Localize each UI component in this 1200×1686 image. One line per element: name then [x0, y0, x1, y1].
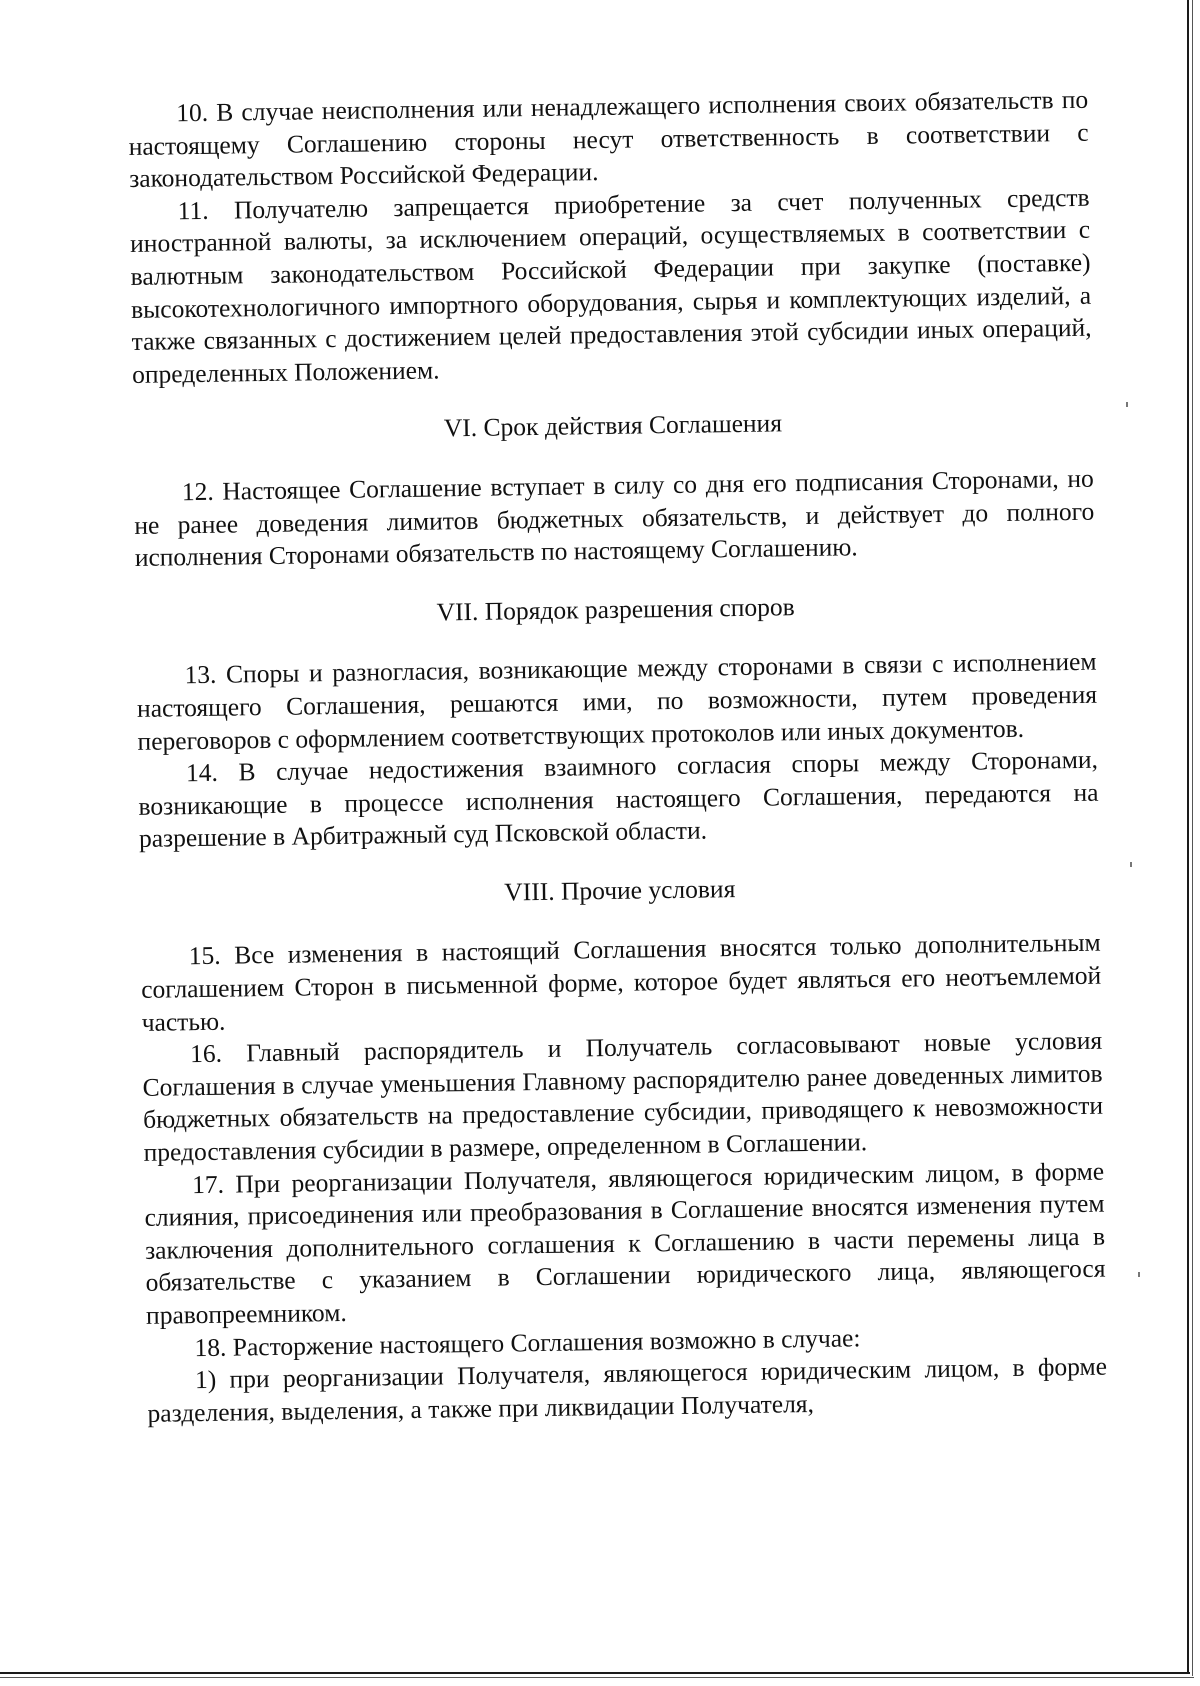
- paragraph-18: 18. Расторжение настоящего Соглашения возможно в случае:: [194, 1322, 861, 1362]
- scan-speck: [1138, 1272, 1140, 1277]
- scan-speck: [1130, 862, 1132, 867]
- paragraph-10: 10. В случае неисполнения или ненадлежащего исполнения своих обязательств по настоящему Соглашению стороны несут ответственность в соответствии с законодательством Российской Федерации.: [128, 84, 1089, 194]
- paragraph-11: 11. Получателю запрещается приобретение за счет полученных средств иностранной валюты, за исключением операций, осуществляемых в соответствии с валютным законодательством Российской Федерации при закупке (поставке) высокотехнологичного импортного оборудования, сырья и комплектующих изделий, а также связанных с достижением целей предоставления этой субсидии иных операций, определенных Положением.: [129, 182, 1092, 389]
- section-heading-vii: VII. Порядок разрешения споров: [436, 591, 795, 627]
- document-body: [128, 84, 1108, 1430]
- page-edge-right-shadow: [1192, 0, 1193, 1676]
- page-edge-bottom-shadow: [0, 1677, 1194, 1678]
- page-edge-bottom: [0, 1672, 1190, 1674]
- paragraph-15: 15. Все изменения в настоящий Соглашения вносятся только дополнительным соглашением Сторон в письменной форме, которое будет являться его неотъемлемой частью.: [141, 928, 1102, 1037]
- section-heading-vi: VI. Срок действия Соглашения: [443, 408, 783, 443]
- page-edge-right: [1187, 0, 1189, 1674]
- scan-speck: [1126, 402, 1128, 407]
- paragraph-17: 17. При реорганизации Получателя, являющегося юридическим лицом, в форме слияния, присоединения или преобразования в Соглашение вносятся изменения путем заключения дополнительного соглашения к Соглашению в части перемены лица в обязательстве с указанием в Соглашении юридического лица, являющегося правопреемником.: [144, 1156, 1106, 1330]
- paragraph-13: 13. Споры и разногласия, возникающие между сторонами в связи с исполнением настоящего Соглашения, решаются ими, по возможности, путем проведения переговоров с оформлением соответствующих протоколов или иных документов.: [136, 647, 1098, 756]
- section-heading-viii: VIII. Прочие условия: [504, 873, 736, 907]
- paragraph-18-item-1: 1) при реорганизации Получателя, являющегося юридическим лицом, в форме разделения, выделения, а также при ликвидации Получателя,: [147, 1351, 1108, 1428]
- paragraph-12: 12. Настоящее Соглашение вступает в силу со дня его подписания Сторонами, но не ранее доведения лимитов бюджетных обязательств, и действует до полного исполнения Сторонами обязательств по настоящему Соглашению.: [134, 463, 1095, 573]
- paragraph-14: 14. В случае недостижения взаимного согласия споры между Сторонами, возникающие в процессе исполнения настоящего Соглашения, передаются на разрешение в Арбитражный суд Псковской области.: [138, 744, 1099, 854]
- paragraph-16: 16. Главный распорядитель и Получатель согласовывают новые условия Соглашения в случае уменьшения Главному распорядителю ранее доведенных лимитов бюджетных обязательств на предоставление субсидии, приводящего к невозможности предоставления субсидии в размере, определенном в Соглашении.: [142, 1025, 1104, 1167]
